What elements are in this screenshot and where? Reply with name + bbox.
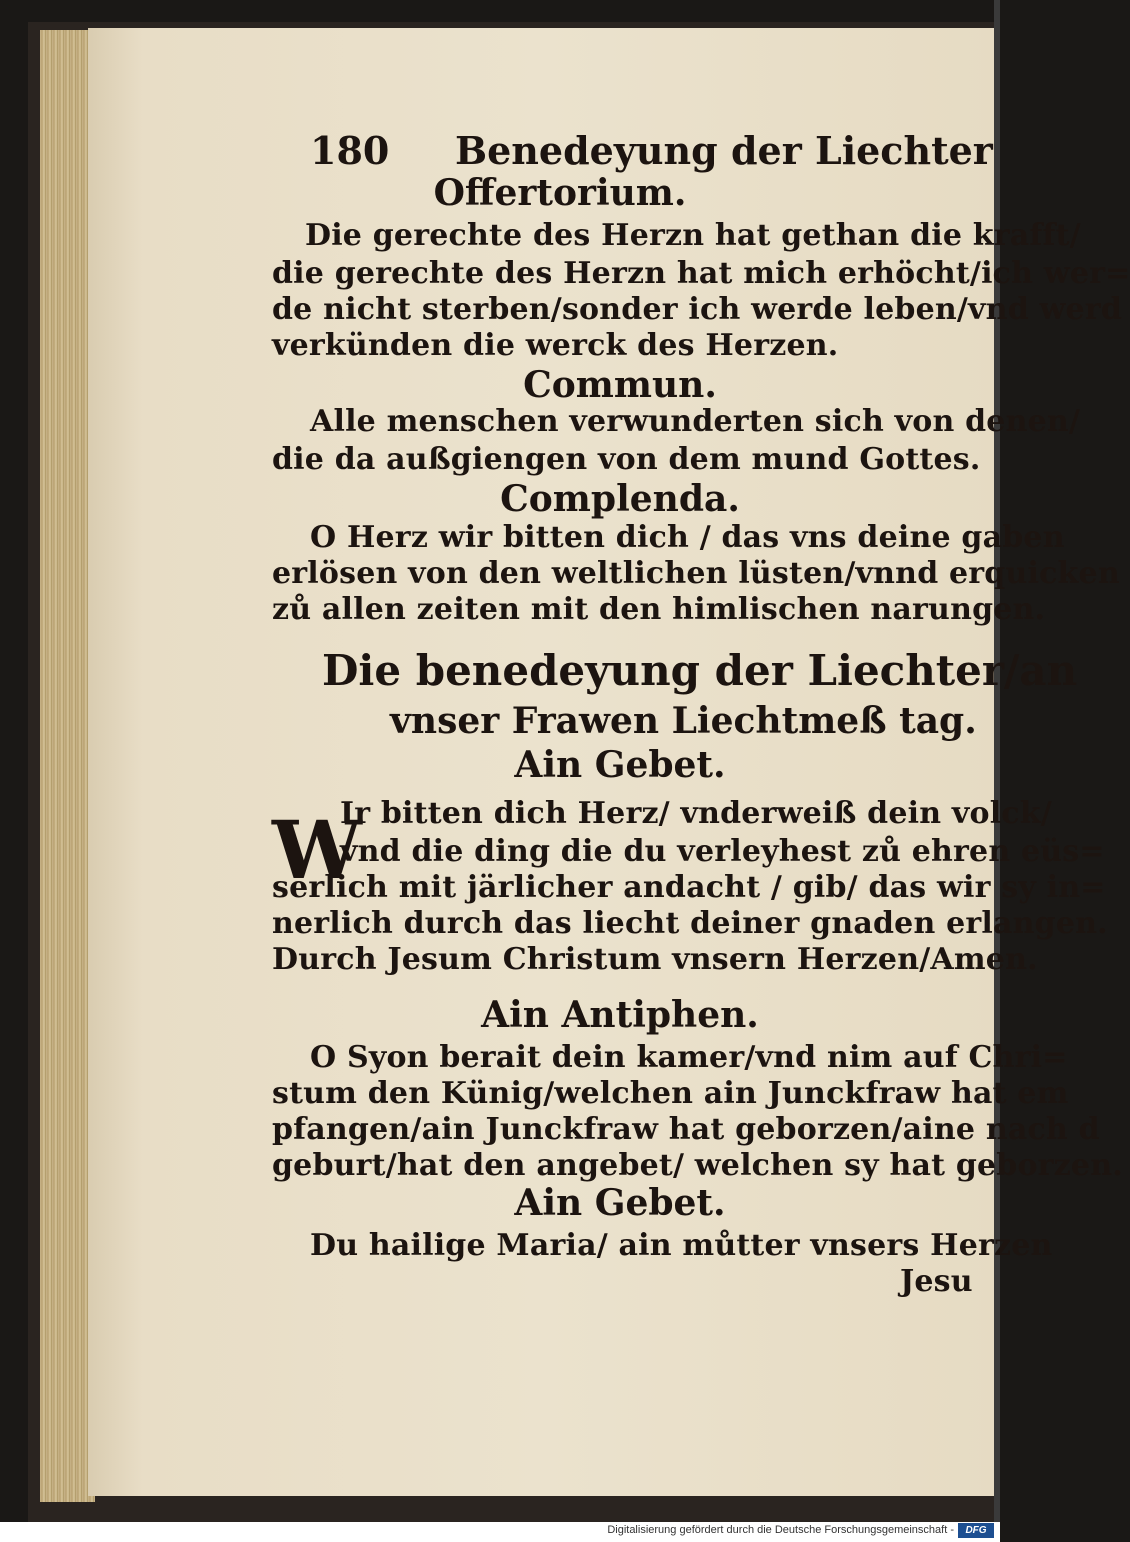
section-title-antiphen: Ain Antiphen. (481, 994, 759, 1036)
running-title: Benedeyung der Liechter (455, 128, 993, 173)
text-line: Die gerechte des Herzn hat gethan die krafft/ (305, 218, 1081, 253)
text-line: de nicht sterben/sonder ich werde leben/vnd werd (272, 292, 1123, 327)
page-number: 180 (310, 128, 390, 173)
text-line: geburt/hat den angebet/ welchen sy hat geborzen. (272, 1148, 1123, 1183)
text-line: O Syon berait dein kamer/vnd nim auf Chri= (310, 1040, 1068, 1075)
text-line: pfangen/ain Junckfraw hat geborzen/aine nach d (272, 1112, 1100, 1147)
section-title-commun: Commun. (523, 364, 717, 406)
text-line: die gerechte des Herzn hat mich erhöcht/ich wer= (272, 256, 1130, 291)
text-line: serlich mit järlicher andacht / gib/ das wir sy in= (272, 870, 1106, 905)
main-title-line-2: vnser Frawen Liechtmeß tag. (390, 700, 977, 742)
drop-cap: W (272, 803, 362, 897)
dfg-logo: DFG (958, 1523, 994, 1538)
main-title-line-1: Die benedeyung der Liechter/an (322, 646, 1078, 695)
footer-credit: Digitalisierung gefördert durch die Deutsche Forschungsgemeinschaft - (607, 1524, 954, 1536)
text-line: Du hailige Maria/ ain můtter vnsers Herzen (310, 1228, 1053, 1263)
text-line: die da außgiengen von dem mund Gottes. (272, 442, 981, 477)
section-title-gebet: Ain Gebet. (514, 744, 726, 786)
text-line: zů allen zeiten mit den himlischen narungen. (272, 592, 1046, 627)
section-title-offertorium: Offertorium. (433, 172, 687, 214)
text-line: nerlich durch das liecht deiner gnaden erlangen. (272, 906, 1108, 941)
page-edges (40, 30, 95, 1502)
text-line: Alle menschen verwunderten sich von denen/ (310, 404, 1081, 439)
text-line: Ir bitten dich Herz/ vnderweiß dein volck/ (340, 796, 1052, 831)
text-line: Durch Jesum Christum vnsern Herzen/Amen. (272, 942, 1038, 977)
text-line: stum den Künig/welchen ain Junckfraw hat em (272, 1076, 1069, 1111)
section-title-complenda: Complenda. (500, 478, 740, 520)
text-line: O Herz wir bitten dich / das vns deine gaben (310, 520, 1065, 555)
text-line: verkünden die werck des Herzen. (272, 328, 839, 363)
section-title-gebet-2: Ain Gebet. (514, 1182, 726, 1224)
text-line: erlösen von den weltlichen lüsten/vnnd erquicken (272, 556, 1120, 591)
text-line: vnd die ding die du verleyhest zů ehren eüs= (340, 834, 1105, 869)
catchword: Jesu (900, 1264, 973, 1299)
